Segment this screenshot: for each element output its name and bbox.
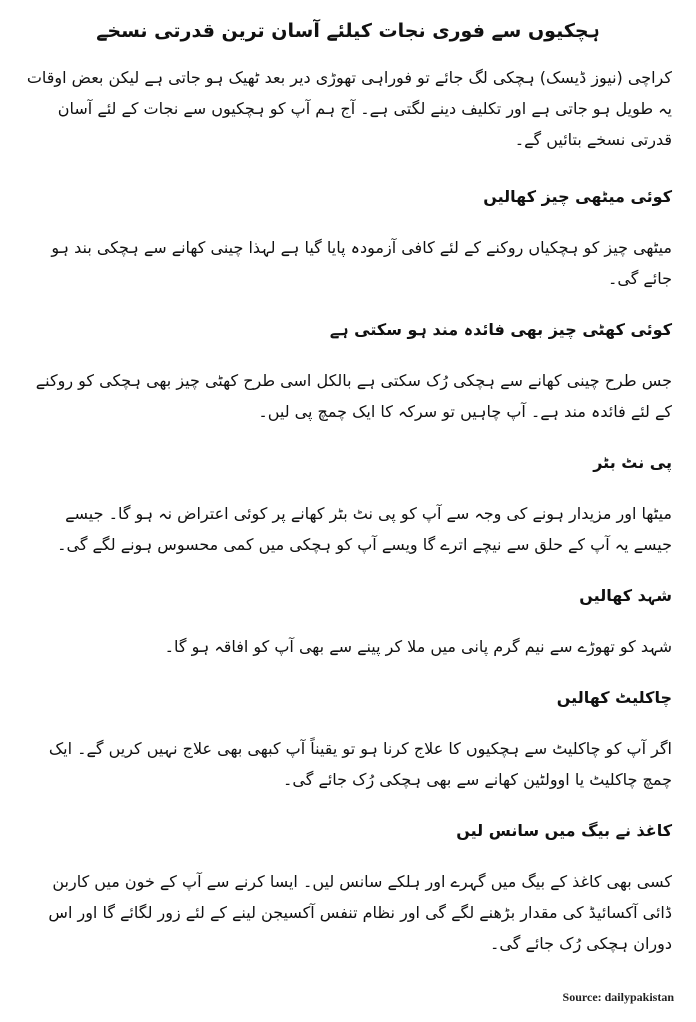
section-heading: کاغذ نے بیگ میں سانس لیں <box>456 821 672 840</box>
article-intro: کراچی (نیوز ڈیسک) ہچکی لگ جائے تو فوراہی تھوڑی دیر بعد ٹھیک ہو جاتی ہے لیکن بعض اوقات یہ طویل ہو جاتی ہے اور تکلیف دینے لگتی ہے۔ آج ہم آپ کو ہچکیوں سے نجات کے لئے آسان قدرتی نسخے بتائیں گے۔ <box>26 68 672 149</box>
source-credit: Source: dailypakistan <box>562 990 674 1004</box>
section-heading: پی نٹ بٹر <box>593 453 672 472</box>
section-body: جس طرح چینی کھانے سے ہچکی رُک سکتی ہے بالکل اسی طرح کھٹی چیز بھی ہچکی کو روکنے کے لئے فائدہ مند ہے۔ آپ چاہیں تو سرکہ کا ایک چمچ پی لیں۔ <box>35 371 672 421</box>
article-title: ہچکیوں سے فوری نجات کیلئے آسان ترین قدرتی نسخے <box>96 20 600 42</box>
section-body: اگر آپ کو چاکلیٹ سے ہچکیوں کا علاج کرنا ہو تو یقیناً آپ کبھی بھی علاج نہیں کریں گے۔ ایک چمچ چاکلیٹ یا اوولٹین کھانے سے بھی ہچکی رُک جائے گی۔ <box>48 739 672 789</box>
section-body: میٹھا اور مزیدار ہونے کی وجہ سے آپ کو پی نٹ بٹر کھانے پر کوئی اعتراض نہ ہو گا۔ جیسے جیسے یہ آپ کے حلق سے نیچے اترے گا ویسے آپ کو ہچکی میں کمی محسوس ہونے لگے گی۔ <box>57 504 672 554</box>
section-body: کسی بھی کاغذ کے بیگ میں گہرے اور ہلکے سانس لیں۔ ایسا کرنے سے آپ کے خون میں کاربن ڈائی آکسائیڈ کی مقدار بڑھنے لگے گی اور نظام تنفس آکسیجن لینے کے لئے زور لگائے گا اور اس دوران ہچکی رُک جائے گی۔ <box>48 872 672 953</box>
section-heading: چاکلیٹ کھالیں <box>556 688 672 707</box>
section-heading: کوئی کھٹی چیز بھی فائدہ مند ہو سکتی ہے <box>329 320 672 339</box>
section-heading: شہد کھالیں <box>579 586 672 605</box>
section-body: شہد کو تھوڑے سے نیم گرم پانی میں ملا کر پینے سے بھی آپ کو افاقہ ہو گا۔ <box>164 637 672 656</box>
section-heading: کوئی میٹھی چیز کھالیں <box>483 187 672 206</box>
section-body: میٹھی چیز کو ہچکیاں روکنے کے لئے کافی آزمودہ پایا گیا ہے لہذا چینی کھانے سے ہچکی بند ہو جائے گی۔ <box>51 238 672 288</box>
